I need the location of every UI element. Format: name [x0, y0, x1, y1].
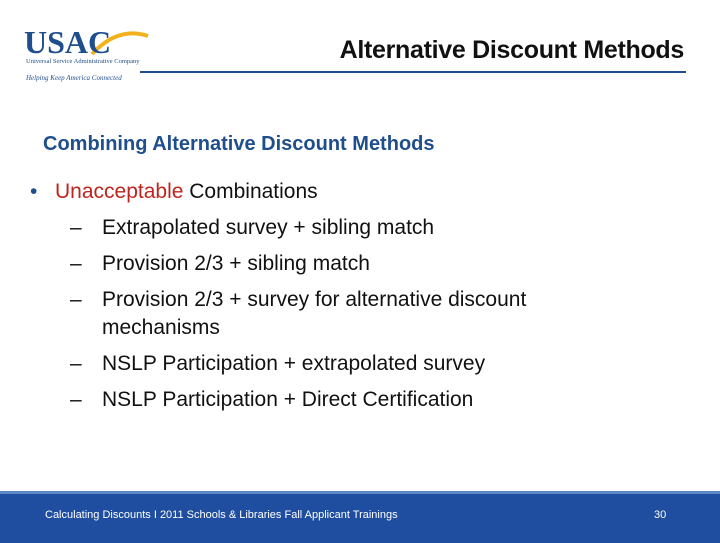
sub-bullet-text: Provision 2/3 + sibling match — [102, 252, 370, 275]
bullet-item — [30, 178, 630, 206]
dash-icon: – — [70, 216, 82, 239]
page-number: 30 — [654, 509, 667, 521]
sub-bullet-item — [30, 286, 622, 342]
slide-title: Alternative Discount Methods — [339, 36, 684, 64]
sub-bullet-text: Extrapolated survey + sibling match — [102, 216, 435, 239]
sub-bullet-text: NSLP Participation + Direct Certification — [102, 388, 474, 411]
sub-bullet-text: NSLP Participation + extrapolated survey — [102, 352, 486, 375]
footer-text: Calculating Discounts I 2011 Schools & Libraries Fall Applicant Trainings — [45, 509, 398, 521]
bullet-text: Combinations — [183, 180, 318, 203]
bullet-dot-icon: • — [30, 180, 38, 203]
logo-wordmark: USAC — [24, 24, 112, 60]
sub-bullet-item — [30, 350, 630, 378]
usac-logo — [24, 24, 174, 86]
dash-icon: – — [70, 388, 82, 411]
bullet-emphasis: Unacceptable — [55, 180, 184, 203]
dash-icon: – — [70, 252, 82, 275]
sub-bullet-item — [30, 250, 630, 278]
title-divider — [140, 71, 686, 73]
logo-subtitle: Universal Service Administrative Company — [26, 58, 140, 65]
footer-bar — [0, 491, 720, 543]
logo-tagline: Helping Keep America Connected — [26, 74, 122, 82]
sub-bullet-text: Provision 2/3 + survey for alternative discount mechanisms — [102, 288, 527, 339]
sub-bullet-item — [30, 386, 630, 414]
bullet-list — [30, 178, 630, 414]
section-heading: Combining Alternative Discount Methods — [43, 133, 435, 155]
dash-icon: – — [70, 288, 82, 311]
sub-bullet-item — [30, 214, 630, 242]
dash-icon: – — [70, 352, 82, 375]
